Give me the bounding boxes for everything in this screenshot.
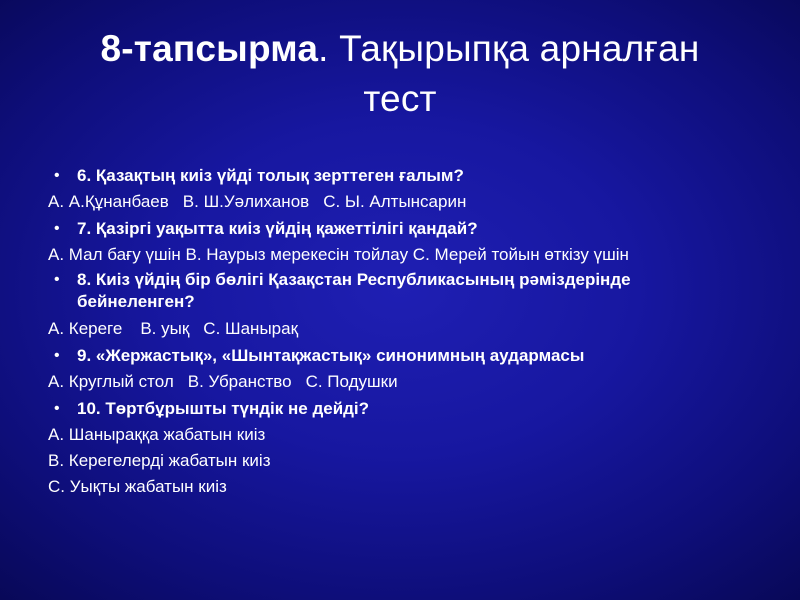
answer-6 xyxy=(48,189,748,215)
question-text: 6. Қазақтың киіз үйді толық зерттеген ғалым? xyxy=(77,166,464,185)
answer-option: А. А.Құнанбаев xyxy=(48,192,169,211)
question-6 xyxy=(48,163,748,189)
question-9 xyxy=(48,343,748,369)
answer-10-b: В. Керегелерді жабатын киіз xyxy=(48,451,271,470)
answer-option: В. Ш.Уәлиханов xyxy=(182,192,310,211)
answer-option: С. Ы. Алтынсарин xyxy=(323,192,467,211)
test-content xyxy=(48,162,748,500)
answer-option: В. Убранство xyxy=(187,372,292,391)
question-text: 9. «Жержастық», «Шынтақжастық» синонимның аудармасы xyxy=(77,346,585,365)
bullet-icon: • xyxy=(54,167,60,184)
title-rest: . Тақырыпқа арналған тест xyxy=(318,28,700,119)
title-bold: 8-тапсырма xyxy=(100,28,319,69)
question-text: 7. Қазіргі уақытта киіз үйдің қажеттілігі қандай? xyxy=(77,219,478,238)
answer-option: С. Подушки xyxy=(305,372,398,391)
bullet-icon: • xyxy=(54,347,60,364)
answer-7: А. Мал бағу үшін В. Наурыз мерекесін тойлау С. Мерей тойын өткізу үшін xyxy=(48,245,629,264)
question-7 xyxy=(48,216,748,242)
answer-8 xyxy=(48,316,748,342)
question-text: 10. Төртбұрышты түндік не дейді? xyxy=(77,399,370,418)
slide-title xyxy=(60,24,740,124)
question-text: 8. Киіз үйдің бір бөлігі Қазақстан Республикасының рәміздерінде бейнеленген? xyxy=(77,270,631,311)
answer-option: В. уық xyxy=(140,319,190,338)
bullet-icon: • xyxy=(54,220,60,237)
bullet-icon: • xyxy=(54,400,60,417)
answer-option: А. Круглый стол xyxy=(48,372,174,391)
question-8 xyxy=(48,269,748,313)
answer-10-c: С. Уықты жабатын киіз xyxy=(48,477,227,496)
answer-option: А. Кереге xyxy=(48,319,123,338)
answer-9 xyxy=(48,369,748,395)
answer-option: С. Шанырақ xyxy=(203,319,299,338)
answer-10-a: А. Шаныраққа жабатын киіз xyxy=(48,425,266,444)
bullet-icon: • xyxy=(54,271,60,288)
question-10 xyxy=(48,396,748,422)
